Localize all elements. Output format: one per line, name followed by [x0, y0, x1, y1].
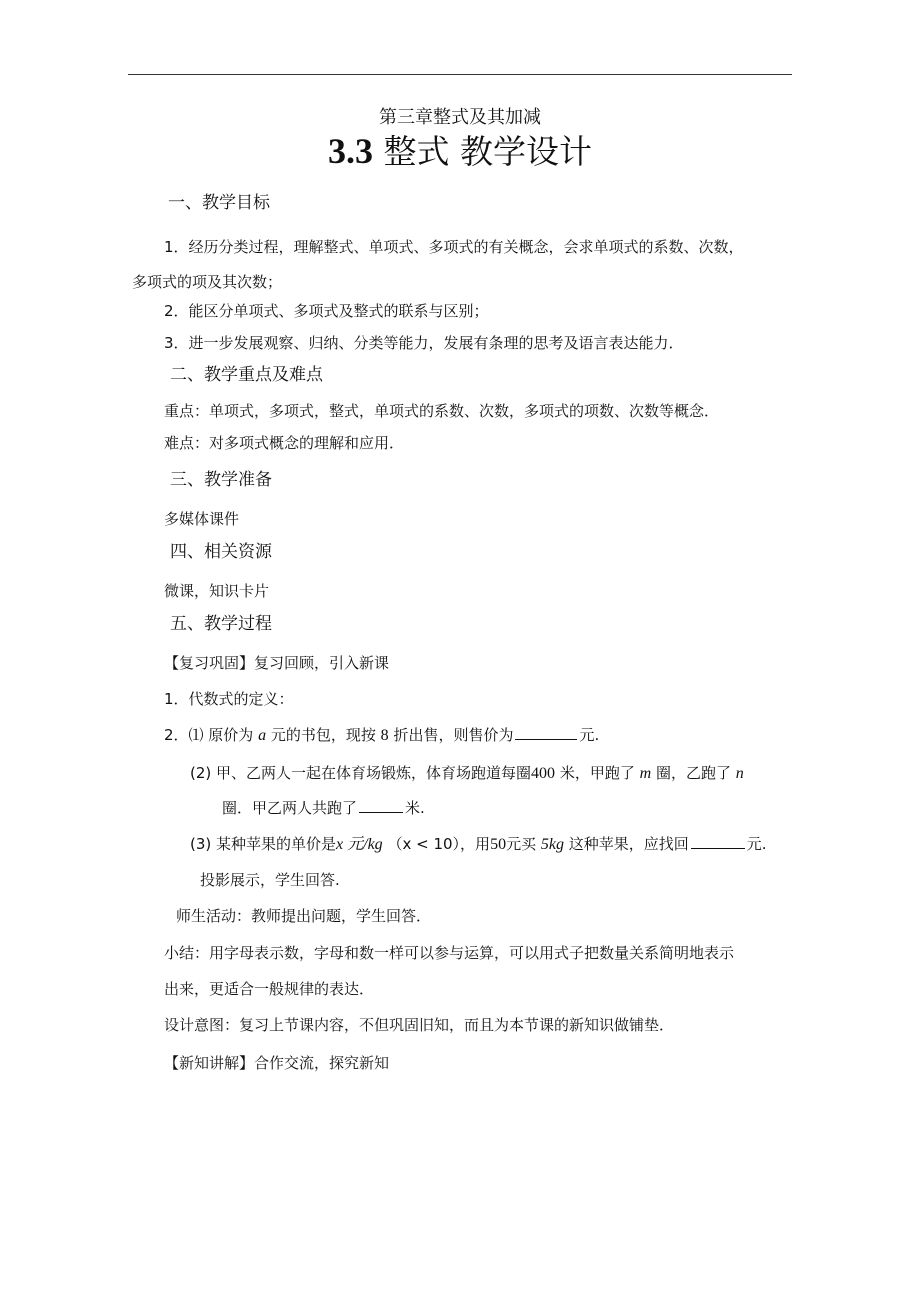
q2-3-text: (3) 某种苹果的单价是 [190, 835, 337, 853]
question-2-3 [190, 833, 767, 856]
title-text: 整式 教学设计 [383, 132, 592, 171]
objective-1-line-2: 多项式的项及其次数； [132, 273, 283, 291]
q2-1-text: 2．⑴ 原价为 [164, 726, 254, 744]
teacher-student-activity: 师生活动：教师提出问题，学生回答． [176, 907, 432, 925]
question-2-2-line-2 [222, 797, 425, 819]
q2-1-mid: 元的书包，现按 [270, 726, 376, 744]
section-heading-key-points: 二、教学重点及难点 [170, 365, 323, 385]
q2-2-b-unit: 米. [405, 799, 425, 817]
difficult-points: 难点：对多项式概念的理解和应用． [164, 434, 405, 452]
q2-3-post: 这种苹果，应找回 [568, 835, 689, 853]
resources-text: 微课，知识卡片 [164, 582, 270, 600]
objective-1-line-1: 1．经历分类过程，理解整式、单项式、多项式的有关概念，会求单项式的系数、次数， [164, 238, 744, 256]
q2-2-b-text: 圈．甲乙两人共跑了 [222, 799, 358, 817]
section-heading-objectives: 一、教学目标 [168, 193, 270, 213]
design-intent: 设计意图：复习上节课内容，不但巩固旧知，而且为本节课的新知识做铺垫． [164, 1016, 675, 1034]
objective-2: 2．能区分单项式、多项式及整式的联系与区别； [164, 302, 489, 320]
answer-blank [359, 798, 403, 813]
question-2-1 [164, 724, 599, 747]
summary-line-2: 出来，更适合一般规律的表达． [164, 980, 375, 998]
q2-3-cond: （x < 10） [387, 835, 461, 853]
q2-1-post: 折出售，则售价为 [393, 726, 514, 744]
q2-2-num: 400 [531, 765, 556, 782]
q2-1-unit: 元. [579, 726, 600, 744]
preparation-text: 多媒体课件 [164, 510, 240, 528]
question-1: 1．代数式的定义： [164, 690, 294, 708]
summary-line-1: 小结：用字母表示数，字母和数一样可以参与运算，可以用式子把数量关系简明地表示 [164, 944, 735, 962]
q2-3-qty: 5kg [540, 836, 564, 853]
section-heading-resources: 四、相关资源 [170, 542, 272, 562]
q2-3-unit: 元. [746, 835, 767, 853]
answer-blank [691, 834, 745, 849]
q2-1-var: a [258, 727, 267, 744]
q2-3-mid2: 元买 [506, 835, 537, 853]
q2-2-mid2: 圈，乙跑了 [655, 764, 731, 782]
key-points: 重点：单项式，多项式，整式，单项式的系数、次数，多项式的项数、次数等概念． [164, 402, 720, 420]
header-rule [128, 74, 792, 75]
q2-2-mid1: 米，甲跑了 [559, 764, 635, 782]
title-number: 3.3 [328, 131, 373, 171]
projection-note: 投影展示，学生回答. [200, 871, 340, 889]
new-knowledge-title: 【新知讲解】合作交流，探究新知 [164, 1054, 390, 1072]
q2-3-num: 50 [490, 836, 507, 853]
question-2-2-line-1 [190, 762, 744, 785]
section-heading-preparation: 三、教学准备 [170, 470, 272, 490]
q2-3-expr: x 元/kg [336, 836, 383, 853]
q2-2-var-n: n [735, 765, 744, 782]
objective-3: 3．进一步发展观察、归纳、分类等能力，发展有条理的思考及语言表达能力． [164, 334, 684, 352]
q2-1-num: 8 [380, 727, 389, 744]
answer-blank [515, 725, 577, 740]
q2-2-text: (2) 甲、乙两人一起在体育场锻炼，体育场跑道每圈 [190, 764, 532, 782]
q2-2-var-m: m [639, 765, 652, 782]
page-title [0, 128, 920, 175]
chapter-title: 第三章整式及其加减 [379, 107, 541, 128]
review-title: 【复习巩固】复习回顾，引入新课 [164, 654, 390, 672]
section-heading-process: 五、教学过程 [170, 614, 272, 634]
q2-3-mid1: ，用 [460, 835, 491, 853]
